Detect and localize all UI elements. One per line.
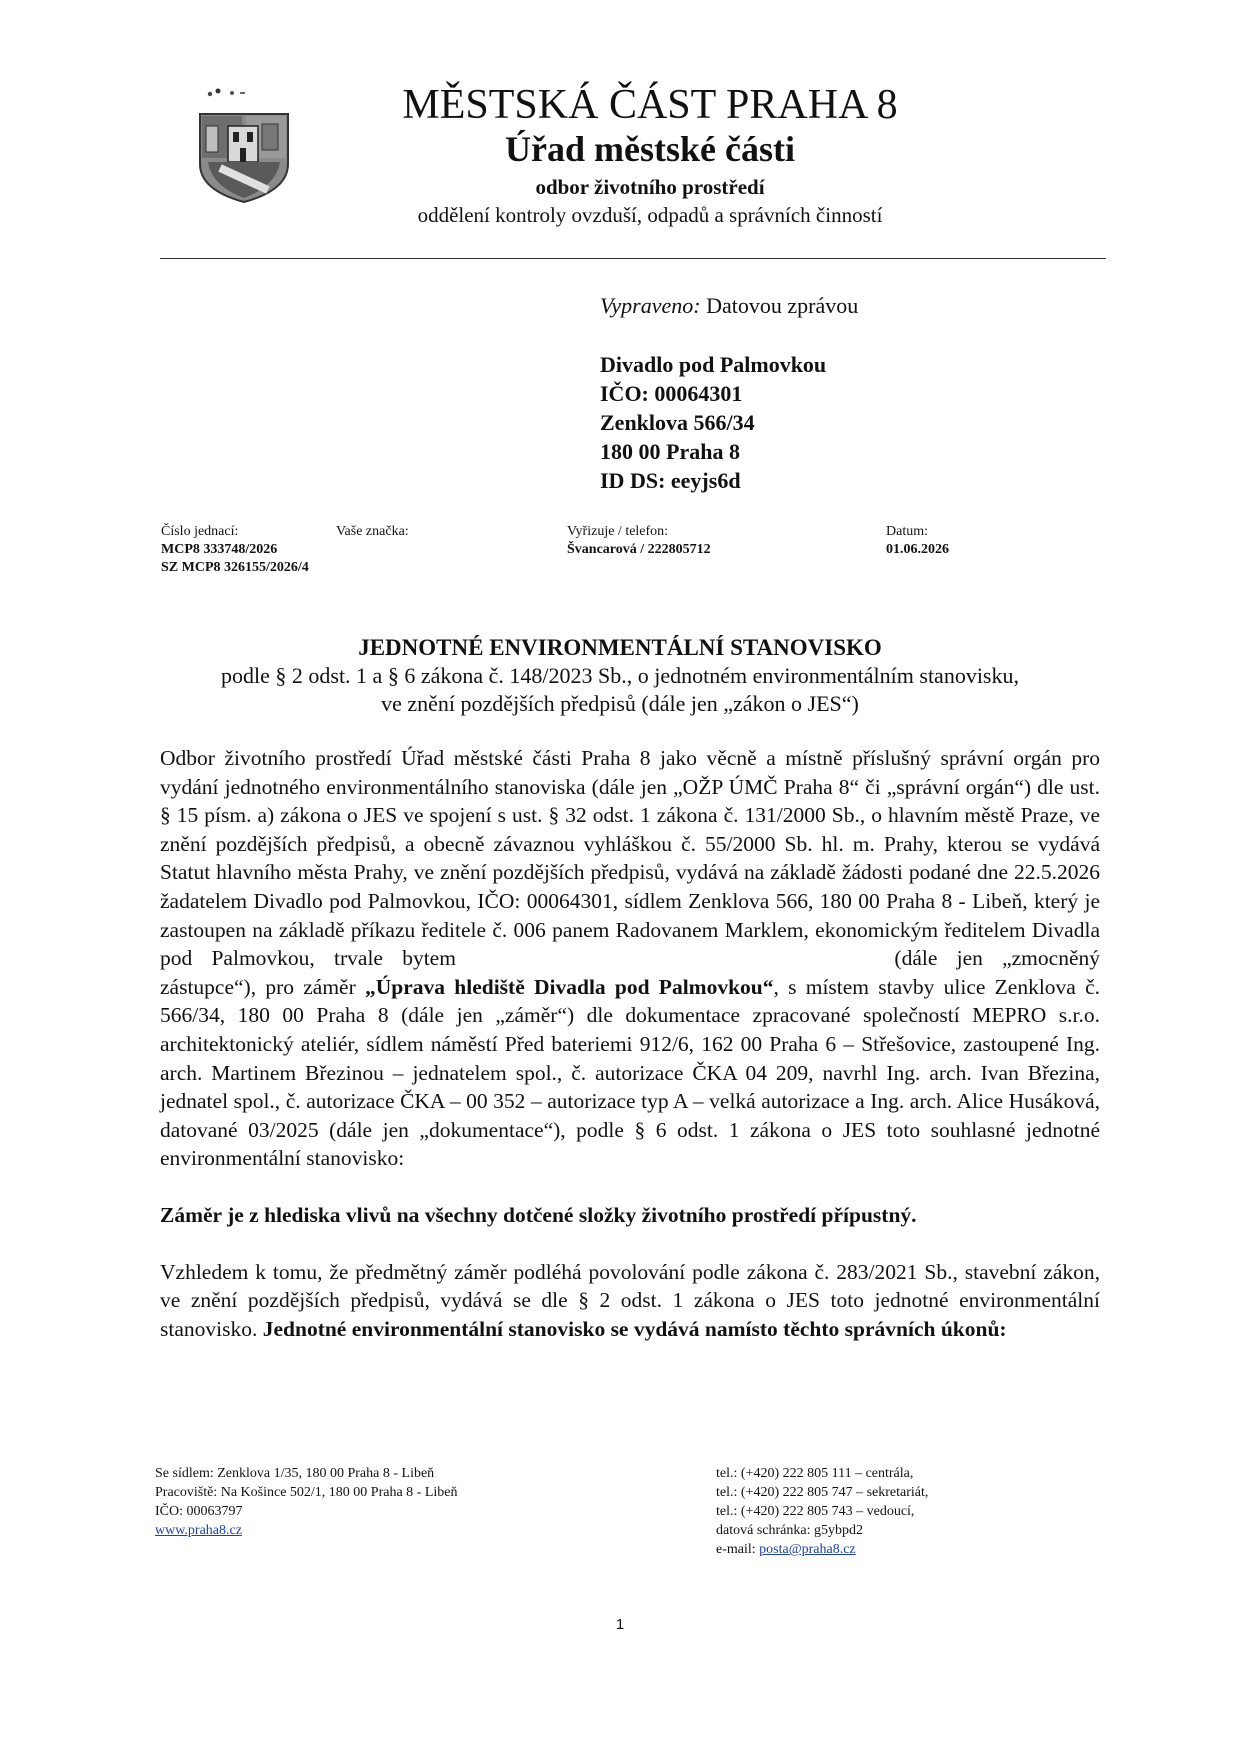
email-label: e-mail: [716, 1542, 756, 1557]
paragraph-text: , s místem stavby ulice Zenklova č. 566/34, 180 00 Praha 8 (dále jen „záměr“) dle dokumentace zpracované společností MEPRO s.r.o. architektonický ateliér, sídlem náměstí Před bateriemi 912/6, 162 00 Praha 6 – Střešovice, zastoupené Ing. arch. Martinem Březinou – jednatelem spol., č. autorizace ČKA 04 209, navrhl Ing. arch. Ivan Březina, jednatel spol., č. autorizace ČKA – 00 352 – autorizace typ A – velká autorizace a Ing. arch. Alice Husáková, datované 03/2025 (dále jen „dokumentace“), podle § 6 odst. 1 zákona o JES toto souhlasné jednotné environmentální stanovisko: [160, 974, 1101, 1171]
file-number-block [161, 523, 309, 577]
your-reference-block [336, 523, 409, 541]
document-subheading [0, 662, 1240, 718]
footer-line: Pracoviště: Na Košince 502/1, 180 00 Praha 8 - Libeň [155, 1485, 458, 1500]
paragraph-text: (dále jen „zmocněný zástupce“), pro záměr [160, 946, 1100, 999]
recipient-line: IČO: 00064301 [600, 381, 743, 406]
office-name: Úřad městské části [505, 129, 795, 169]
paragraph-text: Odbor životního prostředí Úřad městské části Praha 8 jako věcně a místně příslušný správní orgán pro vydání jednotného environmentálního stanoviska (dále jen „OŽP ÚMČ Praha 8“ či „správní orgán“) dle ust. § 15 písm. a) zákona o JES ve spojení s ust. § 32 odst. 1 zákona č. 131/2000 Sb., o hlavním městě Praze, ve znění pozdějších předpisů, a obecně závaznou vyhláškou č. 55/2000 Sb. hl. m. Prahy, kterou se vydává Statut hlavního města Prahy, ve znění pozdějších předpisů, vydává na základě žádosti podané dne 22.5.2026 žadatelem Divadlo pod Palmovkou, IČO: 00064301, sídlem Zenklova 566, 180 00 Praha 8 - Libeň, který je zastoupen na základě příkazu ředitele č. 006 panem Radovanem Marklem, ekonomickým ředitelem Divadla pod Palmovkou, trvale bytem [160, 746, 1100, 971]
handler-label: Vyřizuje / telefon: [567, 524, 669, 539]
date-label: Datum: [886, 524, 928, 539]
footer-contacts [716, 1464, 928, 1559]
footer-line: tel.: (+420) 222 805 747 – sekretariát, [716, 1485, 929, 1500]
recipient-line: Zenklova 566/34 [600, 410, 755, 435]
footer-address [155, 1464, 458, 1540]
date-block [886, 523, 949, 559]
footer-line: Se sídlem: Zenklova 1/35, 180 00 Praha 8 - Libeň [155, 1466, 435, 1481]
subheading-line: podle § 2 odst. 1 a § 6 zákona č. 148/2023 Sb., o jednotném environmentálním stanovisku, [221, 663, 1019, 688]
dispatch-value: Datovou zprávou [706, 293, 859, 318]
dispatch-line [600, 292, 858, 320]
paragraph-decision: Záměr je z hlediska vlivů na všechny dotčené složky životního prostředí přípustný. [160, 1202, 917, 1227]
your-reference-label: Vaše značka: [336, 524, 409, 539]
website-link[interactable]: www.praha8.cz [155, 1523, 242, 1538]
paragraph-emphasis: Jednotné environmentální stanovisko se vydává namísto těchto správních úkonů: [262, 1316, 1007, 1341]
handler-value: Švancarová / 222805712 [567, 542, 711, 557]
footer-line: IČO: 00063797 [155, 1504, 243, 1519]
project-name: „Úprava hlediště Divadla pod Palmovkou“ [365, 974, 774, 999]
handler-block [567, 523, 711, 559]
date-value: 01.06.2026 [886, 542, 949, 557]
footer-line: tel.: (+420) 222 805 743 – vedoucí, [716, 1504, 915, 1519]
department-name: odbor životního prostředí [535, 175, 765, 199]
paragraph-scope [160, 1258, 1100, 1344]
file-number-label: Číslo jednací: [161, 524, 239, 539]
recipient-line: ID DS: eeyjs6d [600, 468, 741, 493]
document-body [160, 744, 1100, 1343]
document-heading: JEDNOTNÉ ENVIRONMENTÁLNÍ STANOVISKO [358, 635, 882, 660]
subheading-line: ve znění pozdějších předpisů (dále jen „zákon o JES“) [381, 691, 859, 716]
recipient-line: Divadlo pod Palmovkou [600, 352, 827, 377]
file-number-value: SZ MCP8 326155/2026/4 [161, 560, 309, 575]
section-name: oddělení kontroly ovzduší, odpadů a správních činností [417, 203, 883, 227]
header-divider [160, 258, 1106, 259]
recipient-line: 180 00 Praha 8 [600, 439, 740, 464]
footer-line: datová schránka: g5ybpd2 [716, 1523, 863, 1538]
recipient-address [600, 350, 826, 495]
page-number: 1 [615, 1616, 625, 1633]
dispatch-label: Vypraveno: [600, 293, 701, 318]
footer-line: tel.: (+420) 222 805 111 – centrála, [716, 1466, 914, 1481]
municipality-title: MĚSTSKÁ ČÁST PRAHA 8 [402, 82, 898, 128]
paragraph-text: Vzhledem k tomu, že předmětný záměr podléhá povolování podle zákona č. 283/2021 Sb., stavební zákon, ve znění pozdějších předpisů, vydává se dle § 2 odst. 1 zákona o JES toto jednotné environmentální stanovisko. [160, 1259, 1100, 1341]
email-link[interactable]: posta@praha8.cz [759, 1542, 856, 1557]
paragraph-introduction [160, 744, 1100, 1173]
file-number-value: MCP8 333748/2026 [161, 542, 278, 557]
